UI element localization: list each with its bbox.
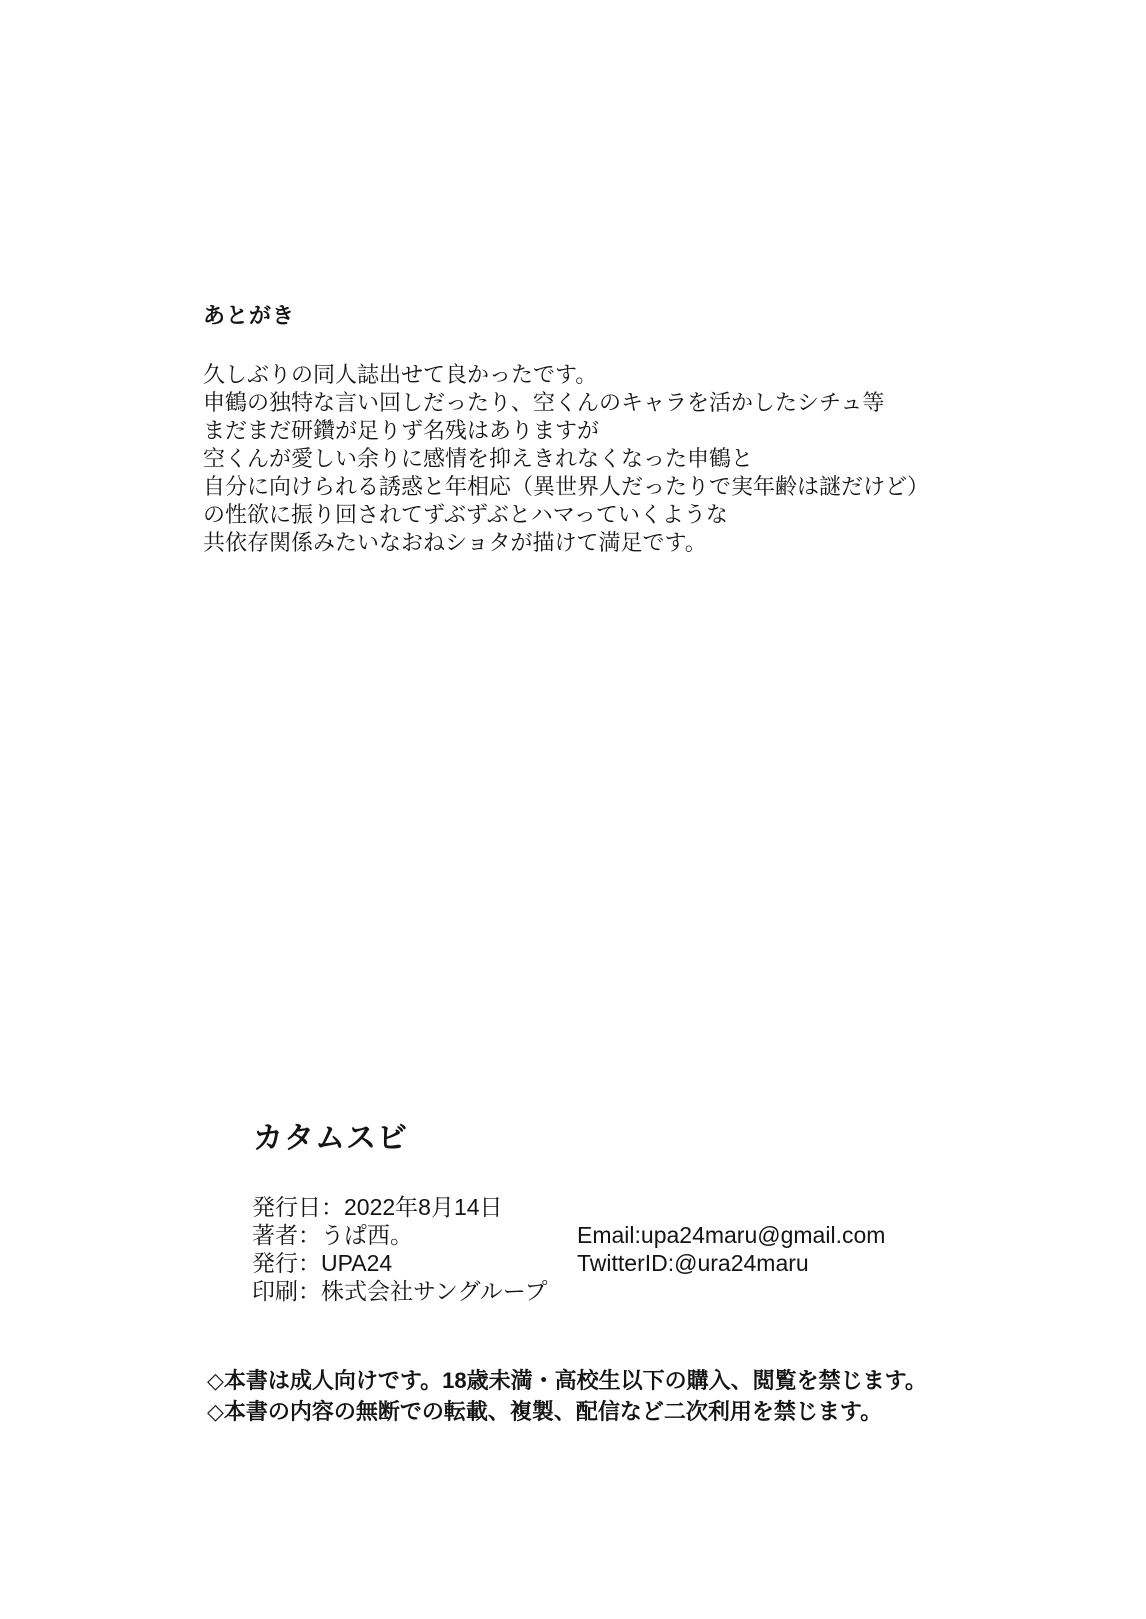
afterword-heading: あとがき (203, 303, 296, 328)
author-line: 著者：うぱ西。 (252, 1222, 413, 1248)
afterword-line: 申鶴の独特な言い回しだったり、空くんのキャラを活かしたシチュ等 (203, 390, 885, 415)
afterword-line: 共依存関係みたいなおねショタが描けて満足です。 (203, 530, 707, 555)
contact-email: Email:upa24maru@gmail.com (577, 1222, 886, 1248)
afterword-line: 空くんが愛しい余りに感情を抑えきれなくなった申鶴と (203, 446, 754, 471)
publisher-line: 発行：UPA24 (252, 1250, 393, 1276)
afterword-paragraph (203, 361, 929, 557)
notice-adult-only: ◇本書は成人向けです。18歳未満・高校生以下の購入、閲覧を禁じます。 (207, 1368, 927, 1393)
afterword-line: の性欲に振り回されてずぶずぶとハマっていくような (203, 502, 728, 527)
afterword-line: 久しぶりの同人誌出せて良かったです。 (203, 362, 598, 387)
printer-line: 印刷：株式会社サングループ (252, 1278, 548, 1304)
legal-notices (207, 1365, 927, 1427)
contact-twitter: TwitterID:@ura24maru (577, 1250, 809, 1276)
doujin-title: カタムスビ (253, 1122, 408, 1155)
afterword-line: 自分に向けられる誘惑と年相応（異世界人だったりで実年齢は謎だけど） (203, 474, 930, 499)
publication-date-line: 発行日：2022年8月14日 (252, 1194, 503, 1220)
contact-info (577, 1221, 885, 1277)
afterword-line: まだまだ研鑽が足りず名残はありますが (203, 418, 600, 443)
notice-no-reproduction: ◇本書の内容の無断での転載、複製、配信など二次利用を禁じます。 (207, 1399, 883, 1424)
publication-info (252, 1193, 548, 1305)
